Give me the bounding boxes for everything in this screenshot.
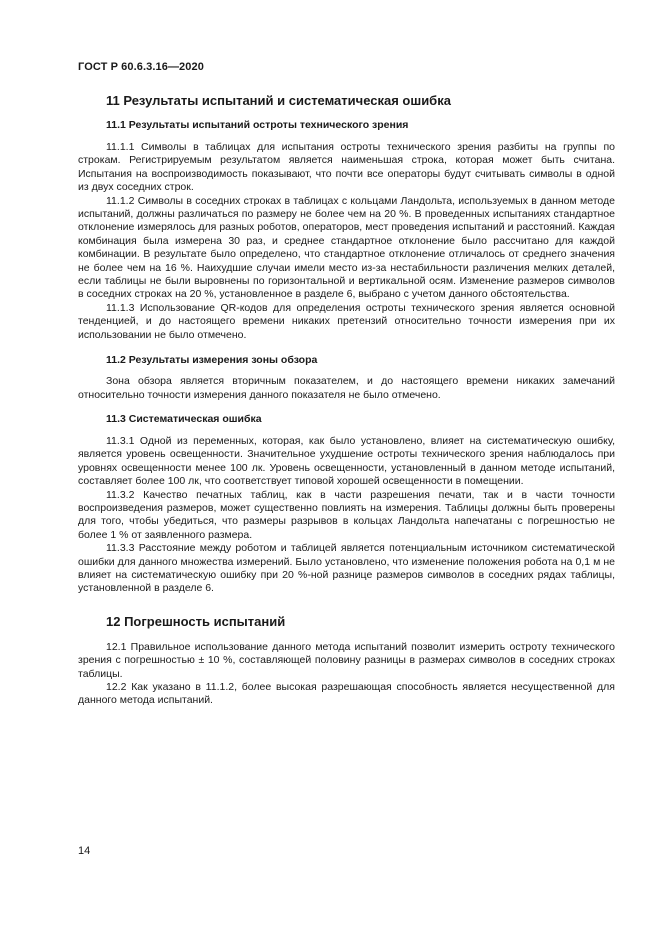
paragraph-12-2: 12.2 Как указано в 11.1.2, более высокая разрешающая способность является несущественной для данного метода испытаний. — [78, 681, 615, 707]
paragraph-11-3-1: 11.3.1 Одной из переменных, которая, как было установлено, влияет на систематическую ошибку, является уровень освещенности. Значительное ухудшение остроты технического зрения наблюдалось при уровнях освещенности менее 100 лк. Уровень освещенности, установленный в данном методе испытаний, составляет более 100 лк, что соответствует типовой хорошей освещенности в помещении. — [78, 434, 615, 488]
paragraph-11-1-2: 11.1.2 Символы в соседних строках в таблицах с кольцами Ландольта, используемых в данном методе испытаний, должны различаться по размеру не более чем на 20 %. В проведенных испытаниях стандартное отклонение измерялось для разных роботов, операторов, мест проведения испытаний и расстояний. Каждая комбинация была измерена 30 раз, и среднее стандартное отклонение было рассчитано для каждой комбинации. В результате было определено, что стандартное отклонение отличалось от среднего значения не более чем на 16 %. Наихудшие случаи имели место из-за нестабильности различения мелких деталей, если таблицы не были выровнены по горизонтальной и вертикальной осям. Изменение размеров символов в соседних строках на 20 %, установленное в разделе 6, выбрано с учетом данного обстоятельства. — [78, 194, 615, 301]
paragraph-11-1-1: 11.1.1 Символы в таблицах для испытания остроты технического зрения разбиты на группы по строкам. Регистрируемым результатом является наименьшая строка, которая может быть считана. Испытания на воспроизводимость показывают, что почти все операторы будут считывать символы в одной из двух соседних строк. — [78, 141, 615, 194]
subsection-11-1-title: 11.1 Результаты испытаний остроты технического зрения — [106, 119, 409, 131]
paragraph-12-1: 12.1 Правильное использование данного метода испытаний позволит измерить остроту технического зрения с погрешностью ± 10 %, составляющей половину разницы в размерах символов в соседних строках таблицы. — [78, 640, 615, 680]
section-12-title: 12 Погрешность испытаний — [106, 613, 286, 629]
paragraph-11-3-3: 11.3.3 Расстояние между роботом и таблицей является потенциальным источником систематической ошибки для данного множества измерений. Было установлено, что изменение положения робота на 0,1 м не влияет на систематическую ошибку при 20 %-ной разнице размеров символов в соседних рядах таблицы, установленной в разделе 6. — [78, 542, 615, 595]
document-header-id: ГОСТ Р 60.6.3.16—2020 — [78, 61, 204, 73]
section-11-title: 11 Результаты испытаний и систематическая ошибка — [106, 93, 451, 108]
paragraph-11-1-3: 11.1.3 Использование QR-кодов для определения остроты технического зрения является основной тенденцией, и до настоящего времени никаких претензий относительно точности измерения при их использовании не было отмечено. — [78, 301, 615, 341]
paragraph-11-2: Зона обзора является вторичным показателем, и до настоящего времени никаких замечаний относительно точности измерения данного показателя не было отмечено. — [78, 375, 615, 401]
subsection-11-2-title: 11.2 Результаты измерения зоны обзора — [106, 354, 318, 367]
subsection-11-3-title: 11.3 Систематическая ошибка — [106, 412, 262, 425]
document-body — [78, 90, 615, 708]
paragraph-11-3-2: 11.3.2 Качество печатных таблиц, как в части разрешения печати, так и в части точности воспроизведения размеров, может существенно повлиять на измерения. Таблицы должны быть проверены для того, чтобы убедиться, что размеры разрывов в кольцах Ландольта напечатаны с погрешностью не более 1 % от заявленного размера. — [78, 488, 615, 541]
page-number: 14 — [78, 845, 91, 857]
